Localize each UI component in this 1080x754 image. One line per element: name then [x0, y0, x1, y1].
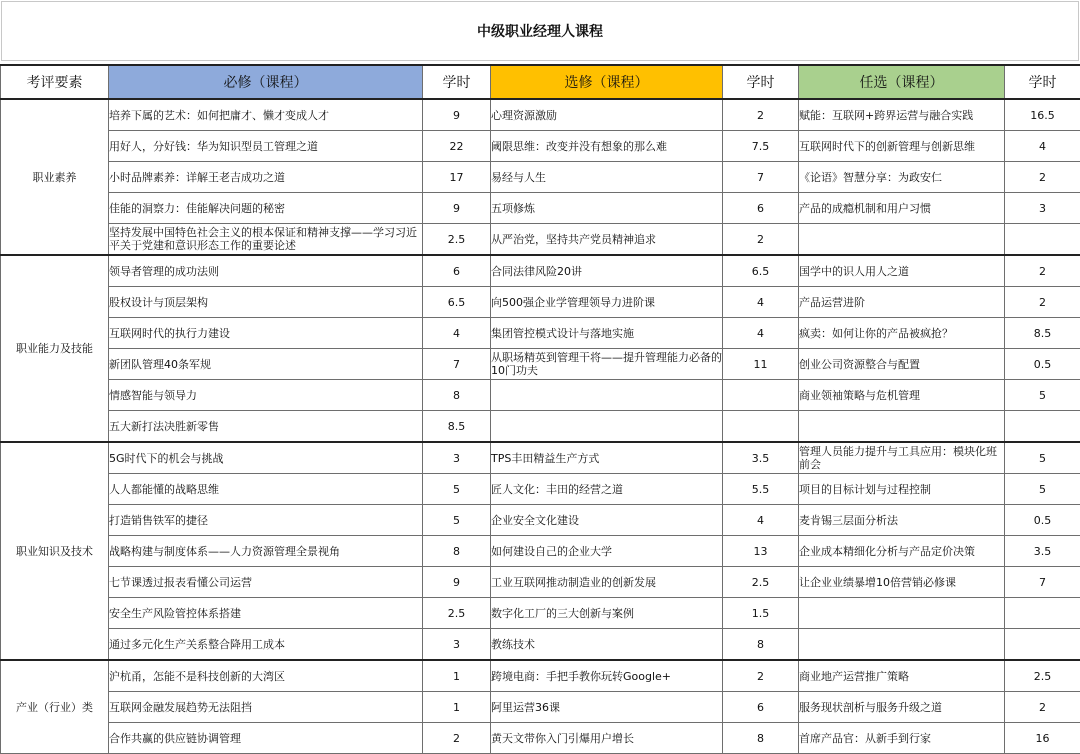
elective-course-text: 阿里运营36课: [491, 701, 722, 714]
required-hours: [423, 380, 491, 411]
header-row: [1, 65, 1080, 99]
required-hours: [423, 131, 491, 162]
elective-course: [491, 411, 723, 443]
elective-hours-text: 1.5: [723, 607, 798, 620]
optional-course-text: 管理人员能力提升与工具应用：模块化班前会: [799, 445, 1004, 471]
required-course-text: 用好人，分好钱：华为知识型员工管理之道: [109, 140, 422, 153]
optional-course-text: 企业成本精细化分析与产品定价决策: [799, 545, 1004, 558]
required-course: [109, 287, 423, 318]
elective-hours-text: 2: [723, 233, 798, 246]
optional-hours: [1005, 224, 1080, 256]
required-hours: [423, 536, 491, 567]
optional-course: [799, 318, 1005, 349]
optional-course: [799, 255, 1005, 287]
optional-course-text: 让企业业绩暴增10倍营销必修课: [799, 576, 1004, 589]
optional-hours-text: 2: [1005, 296, 1080, 309]
elective-hours-text: 2: [723, 670, 798, 683]
elective-course: [491, 598, 723, 629]
required-course: [109, 442, 423, 474]
table-row: [1, 411, 1080, 443]
elective-hours-text: 7.5: [723, 140, 798, 153]
optional-course: [799, 567, 1005, 598]
optional-hours: [1005, 442, 1080, 474]
elective-hours: [723, 193, 799, 224]
elective-course-text: 工业互联网推动制造业的创新发展: [491, 576, 722, 589]
table-row: [1, 536, 1080, 567]
required-hours-text: 17: [423, 171, 490, 184]
elective-course: [491, 505, 723, 536]
elective-course-text: 心理资源激励: [491, 109, 722, 122]
optional-course: [799, 411, 1005, 443]
elective-course-text: 五项修炼: [491, 202, 722, 215]
required-course: [109, 692, 423, 723]
optional-hours: [1005, 193, 1080, 224]
elective-hours-text: 6: [723, 202, 798, 215]
optional-hours: [1005, 598, 1080, 629]
elective-hours: [723, 99, 799, 131]
elective-hours-text: 6: [723, 701, 798, 714]
table-row: [1, 505, 1080, 536]
optional-hours: [1005, 411, 1080, 443]
required-course: [109, 505, 423, 536]
required-course-text: 股权设计与顶层架构: [109, 296, 422, 309]
required-hours-text: 7: [423, 358, 490, 371]
required-hours-text: 1: [423, 701, 490, 714]
optional-course: [799, 99, 1005, 131]
optional-course: [799, 131, 1005, 162]
elective-course-text: TPS丰田精益生产方式: [491, 452, 722, 465]
optional-hours-text: 5: [1005, 483, 1080, 496]
required-course-text: 5G时代下的机会与挑战: [109, 452, 422, 465]
optional-course: [799, 723, 1005, 754]
elective-hours-text: 11: [723, 358, 798, 371]
elective-course-text: 阈限思维：改变并没有想象的那么难: [491, 140, 722, 153]
required-hours-text: 3: [423, 452, 490, 465]
required-hours: [423, 224, 491, 256]
header-hours-optional: 学时: [1005, 65, 1080, 99]
required-course: [109, 474, 423, 505]
elective-hours: [723, 598, 799, 629]
table-row: [1, 162, 1080, 193]
optional-course: [799, 598, 1005, 629]
table-row: [1, 598, 1080, 629]
optional-hours-text: 2: [1005, 701, 1080, 714]
required-hours: [423, 255, 491, 287]
elective-hours-text: 4: [723, 327, 798, 340]
optional-hours-text: 16: [1005, 732, 1080, 745]
optional-hours-text: 3.5: [1005, 545, 1080, 558]
optional-hours: [1005, 380, 1080, 411]
required-hours-text: 3: [423, 638, 490, 651]
elective-hours: [723, 660, 799, 692]
optional-hours-text: 0.5: [1005, 514, 1080, 527]
required-hours-text: 8: [423, 389, 490, 402]
elective-course: [491, 224, 723, 256]
elective-course: [491, 442, 723, 474]
required-hours-text: 8: [423, 545, 490, 558]
required-course: [109, 255, 423, 287]
optional-hours: [1005, 692, 1080, 723]
elective-hours: [723, 567, 799, 598]
elective-course-text: 跨境电商：手把手教你玩转Google+: [491, 670, 722, 683]
optional-course-text: 商业地产运营推广策略: [799, 670, 1004, 683]
required-course-text: 战略构建与制度体系——人力资源管理全景视角: [109, 545, 422, 558]
required-hours-text: 8.5: [423, 420, 490, 433]
elective-course-text: 向500强企业学管理领导力进阶课: [491, 296, 722, 309]
page-title: 中级职业经理人课程: [1, 1, 1079, 61]
optional-hours-text: 16.5: [1005, 109, 1080, 122]
elective-course-text: 集团管控模式设计与落地实施: [491, 327, 722, 340]
required-hours: [423, 99, 491, 131]
optional-hours-text: 4: [1005, 140, 1080, 153]
optional-hours-text: 5: [1005, 389, 1080, 402]
elective-course-text: 易经与人生: [491, 171, 722, 184]
required-hours: [423, 692, 491, 723]
elective-course: [491, 287, 723, 318]
table-row: [1, 193, 1080, 224]
elective-hours: [723, 723, 799, 754]
header-elective: 选修（课程）: [491, 65, 723, 99]
elective-course: [491, 318, 723, 349]
required-hours-text: 1: [423, 670, 490, 683]
required-course: [109, 629, 423, 661]
required-hours: [423, 193, 491, 224]
required-hours-text: 2: [423, 732, 490, 745]
table-row: [1, 629, 1080, 661]
optional-hours: [1005, 474, 1080, 505]
required-course-text: 安全生产风险管控体系搭建: [109, 607, 422, 620]
required-course-text: 五大新打法决胜新零售: [109, 420, 422, 433]
elective-hours-text: 7: [723, 171, 798, 184]
required-course-text: 沪杭甬，怎能不是科技创新的大湾区: [109, 670, 422, 683]
optional-course-text: 互联网时代下的创新管理与创新思维: [799, 140, 1004, 153]
header-required: 必修（课程）: [109, 65, 423, 99]
optional-hours-text: 0.5: [1005, 358, 1080, 371]
optional-course: [799, 474, 1005, 505]
elective-hours-text: 6.5: [723, 265, 798, 278]
optional-hours: [1005, 629, 1080, 661]
elective-hours-text: 8: [723, 638, 798, 651]
elective-hours: [723, 224, 799, 256]
optional-course: [799, 442, 1005, 474]
category-cell: 职业知识及技术: [1, 442, 109, 660]
required-course: [109, 349, 423, 380]
table-row: [1, 224, 1080, 256]
table-row: [1, 318, 1080, 349]
required-course: [109, 131, 423, 162]
required-course-text: 人人都能懂的战略思维: [109, 483, 422, 496]
required-hours-text: 6: [423, 265, 490, 278]
optional-hours: [1005, 567, 1080, 598]
required-hours-text: 2.5: [423, 233, 490, 246]
optional-hours: [1005, 255, 1080, 287]
header-hours-required: 学时: [423, 65, 491, 99]
elective-hours-text: 8: [723, 732, 798, 745]
optional-course-text: 麦肯锡三层面分析法: [799, 514, 1004, 527]
required-hours: [423, 349, 491, 380]
elective-course: [491, 660, 723, 692]
required-course: [109, 567, 423, 598]
elective-hours-text: 2: [723, 109, 798, 122]
elective-hours-text: 2.5: [723, 576, 798, 589]
required-course-text: 情感智能与领导力: [109, 389, 422, 402]
required-course-text: 打造销售铁军的捷径: [109, 514, 422, 527]
optional-course: [799, 380, 1005, 411]
required-hours: [423, 598, 491, 629]
optional-hours: [1005, 723, 1080, 754]
required-hours: [423, 505, 491, 536]
required-course-text: 互联网金融发展趋势无法阻挡: [109, 701, 422, 714]
required-course-text: 领导者管理的成功法则: [109, 265, 422, 278]
elective-course-text: 教练技术: [491, 638, 722, 651]
table-row: [1, 255, 1080, 287]
elective-hours: [723, 411, 799, 443]
optional-hours: [1005, 318, 1080, 349]
optional-course: [799, 193, 1005, 224]
optional-hours: [1005, 349, 1080, 380]
elective-hours-text: 4: [723, 514, 798, 527]
optional-hours-text: 2: [1005, 171, 1080, 184]
category-cell: 职业能力及技能: [1, 255, 109, 442]
optional-course-text: 国学中的识人用人之道: [799, 265, 1004, 278]
elective-course: [491, 692, 723, 723]
category-cell: 产业（行业）类: [1, 660, 109, 754]
elective-hours: [723, 318, 799, 349]
elective-course-text: 数字化工厂的三大创新与案例: [491, 607, 722, 620]
table-row: [1, 442, 1080, 474]
table-row: [1, 474, 1080, 505]
elective-hours: [723, 692, 799, 723]
required-hours: [423, 162, 491, 193]
elective-hours: [723, 536, 799, 567]
required-course: [109, 224, 423, 256]
elective-course: [491, 723, 723, 754]
elective-hours: [723, 442, 799, 474]
required-hours-text: 6.5: [423, 296, 490, 309]
elective-course: [491, 162, 723, 193]
required-hours-text: 4: [423, 327, 490, 340]
elective-hours: [723, 380, 799, 411]
optional-course-text: 疯卖：如何让你的产品被疯抢？: [799, 327, 1004, 340]
elective-course-text: 从职场精英到管理干将——提升管理能力必备的10门功夫: [491, 351, 722, 377]
elective-hours: [723, 505, 799, 536]
required-hours: [423, 474, 491, 505]
required-course: [109, 162, 423, 193]
optional-hours: [1005, 505, 1080, 536]
required-course-text: 佳能的洞察力：佳能解决问题的秘密: [109, 202, 422, 215]
required-hours-text: 9: [423, 202, 490, 215]
optional-course: [799, 629, 1005, 661]
required-course-text: 七节课透过报表看懂公司运营: [109, 576, 422, 589]
elective-hours: [723, 162, 799, 193]
optional-course-text: 产品的成瘾机制和用户习惯: [799, 202, 1004, 215]
optional-course: [799, 505, 1005, 536]
elective-hours: [723, 131, 799, 162]
optional-hours-text: 2: [1005, 265, 1080, 278]
required-course-text: 互联网时代的执行力建设: [109, 327, 422, 340]
optional-hours: [1005, 536, 1080, 567]
required-hours-text: 5: [423, 514, 490, 527]
optional-hours: [1005, 287, 1080, 318]
required-hours: [423, 723, 491, 754]
elective-course: [491, 193, 723, 224]
required-course-text: 通过多元化生产关系整合降用工成本: [109, 638, 422, 651]
required-course: [109, 660, 423, 692]
optional-course: [799, 224, 1005, 256]
elective-course: [491, 99, 723, 131]
elective-course: [491, 349, 723, 380]
elective-hours-text: 13: [723, 545, 798, 558]
header-optional: 任选（课程）: [799, 65, 1005, 99]
table-row: [1, 567, 1080, 598]
table-row: [1, 349, 1080, 380]
optional-course-text: 赋能：互联网+跨界运营与融合实践: [799, 109, 1004, 122]
elective-course-text: 从严治党，坚持共产党员精神追求: [491, 233, 722, 246]
elective-course: [491, 536, 723, 567]
table-row: [1, 99, 1080, 131]
optional-hours-text: 2.5: [1005, 670, 1080, 683]
elective-hours: [723, 474, 799, 505]
course-table: [0, 64, 1080, 754]
elective-hours: [723, 287, 799, 318]
category-cell: 职业素养: [1, 99, 109, 255]
elective-course-text: 如何建设自己的企业大学: [491, 545, 722, 558]
required-course: [109, 536, 423, 567]
elective-course: [491, 131, 723, 162]
optional-course-text: 《论语》智慧分享：为政安仁: [799, 171, 1004, 184]
optional-hours: [1005, 131, 1080, 162]
required-hours-text: 2.5: [423, 607, 490, 620]
required-hours-text: 5: [423, 483, 490, 496]
elective-hours: [723, 349, 799, 380]
required-course: [109, 318, 423, 349]
elective-course: [491, 567, 723, 598]
elective-course-text: 企业安全文化建设: [491, 514, 722, 527]
optional-course: [799, 162, 1005, 193]
table-row: [1, 660, 1080, 692]
header-hours-elective: 学时: [723, 65, 799, 99]
required-hours-text: 9: [423, 109, 490, 122]
required-course: [109, 380, 423, 411]
required-hours: [423, 442, 491, 474]
table-row: [1, 131, 1080, 162]
required-course: [109, 723, 423, 754]
optional-hours: [1005, 99, 1080, 131]
elective-course: [491, 255, 723, 287]
table-row: [1, 287, 1080, 318]
required-hours: [423, 318, 491, 349]
optional-course-text: 服务现状剖析与服务升级之道: [799, 701, 1004, 714]
elective-course: [491, 474, 723, 505]
optional-hours: [1005, 162, 1080, 193]
required-course: [109, 411, 423, 443]
optional-course-text: 项目的目标计划与过程控制: [799, 483, 1004, 496]
table-row: [1, 723, 1080, 754]
required-course: [109, 193, 423, 224]
required-course-text: 小时品牌素养：详解王老吉成功之道: [109, 171, 422, 184]
optional-course: [799, 692, 1005, 723]
required-hours: [423, 660, 491, 692]
elective-course: [491, 380, 723, 411]
elective-hours-text: 5.5: [723, 483, 798, 496]
required-course-text: 合作共赢的供应链协调管理: [109, 732, 422, 745]
required-hours: [423, 629, 491, 661]
table-row: [1, 380, 1080, 411]
required-course-text: 培养下属的艺术：如何把庸才、懒才变成人才: [109, 109, 422, 122]
required-hours: [423, 287, 491, 318]
optional-course-text: 首席产品官：从新手到行家: [799, 732, 1004, 745]
required-hours-text: 22: [423, 140, 490, 153]
optional-course: [799, 287, 1005, 318]
elective-hours-text: 3.5: [723, 452, 798, 465]
optional-hours-text: 7: [1005, 576, 1080, 589]
elective-hours: [723, 629, 799, 661]
optional-course-text: 商业领袖策略与危机管理: [799, 389, 1004, 402]
optional-course-text: 创业公司资源整合与配置: [799, 358, 1004, 371]
table-row: [1, 692, 1080, 723]
optional-course: [799, 349, 1005, 380]
table-body: [1, 99, 1080, 754]
optional-hours-text: 3: [1005, 202, 1080, 215]
required-course-text: 坚持发展中国特色社会主义的根本保证和精神支撑——学习习近平关于党建和意识形态工作的重要论述: [109, 226, 422, 252]
required-hours: [423, 411, 491, 443]
required-hours-text: 9: [423, 576, 490, 589]
optional-course: [799, 660, 1005, 692]
required-hours: [423, 567, 491, 598]
optional-course-text: 产品运营进阶: [799, 296, 1004, 309]
elective-course-text: 黄天文带你入门引爆用户增长: [491, 732, 722, 745]
required-course: [109, 99, 423, 131]
required-course-text: 新团队管理40条军规: [109, 358, 422, 371]
elective-course: [491, 629, 723, 661]
elective-hours-text: 4: [723, 296, 798, 309]
header-category: 考评要素: [1, 65, 109, 99]
elective-hours: [723, 255, 799, 287]
optional-hours-text: 5: [1005, 452, 1080, 465]
optional-hours-text: 8.5: [1005, 327, 1080, 340]
required-course: [109, 598, 423, 629]
elective-course-text: 匠人文化：丰田的经营之道: [491, 483, 722, 496]
optional-course: [799, 536, 1005, 567]
optional-hours: [1005, 660, 1080, 692]
elective-course-text: 合同法律风险20讲: [491, 265, 722, 278]
